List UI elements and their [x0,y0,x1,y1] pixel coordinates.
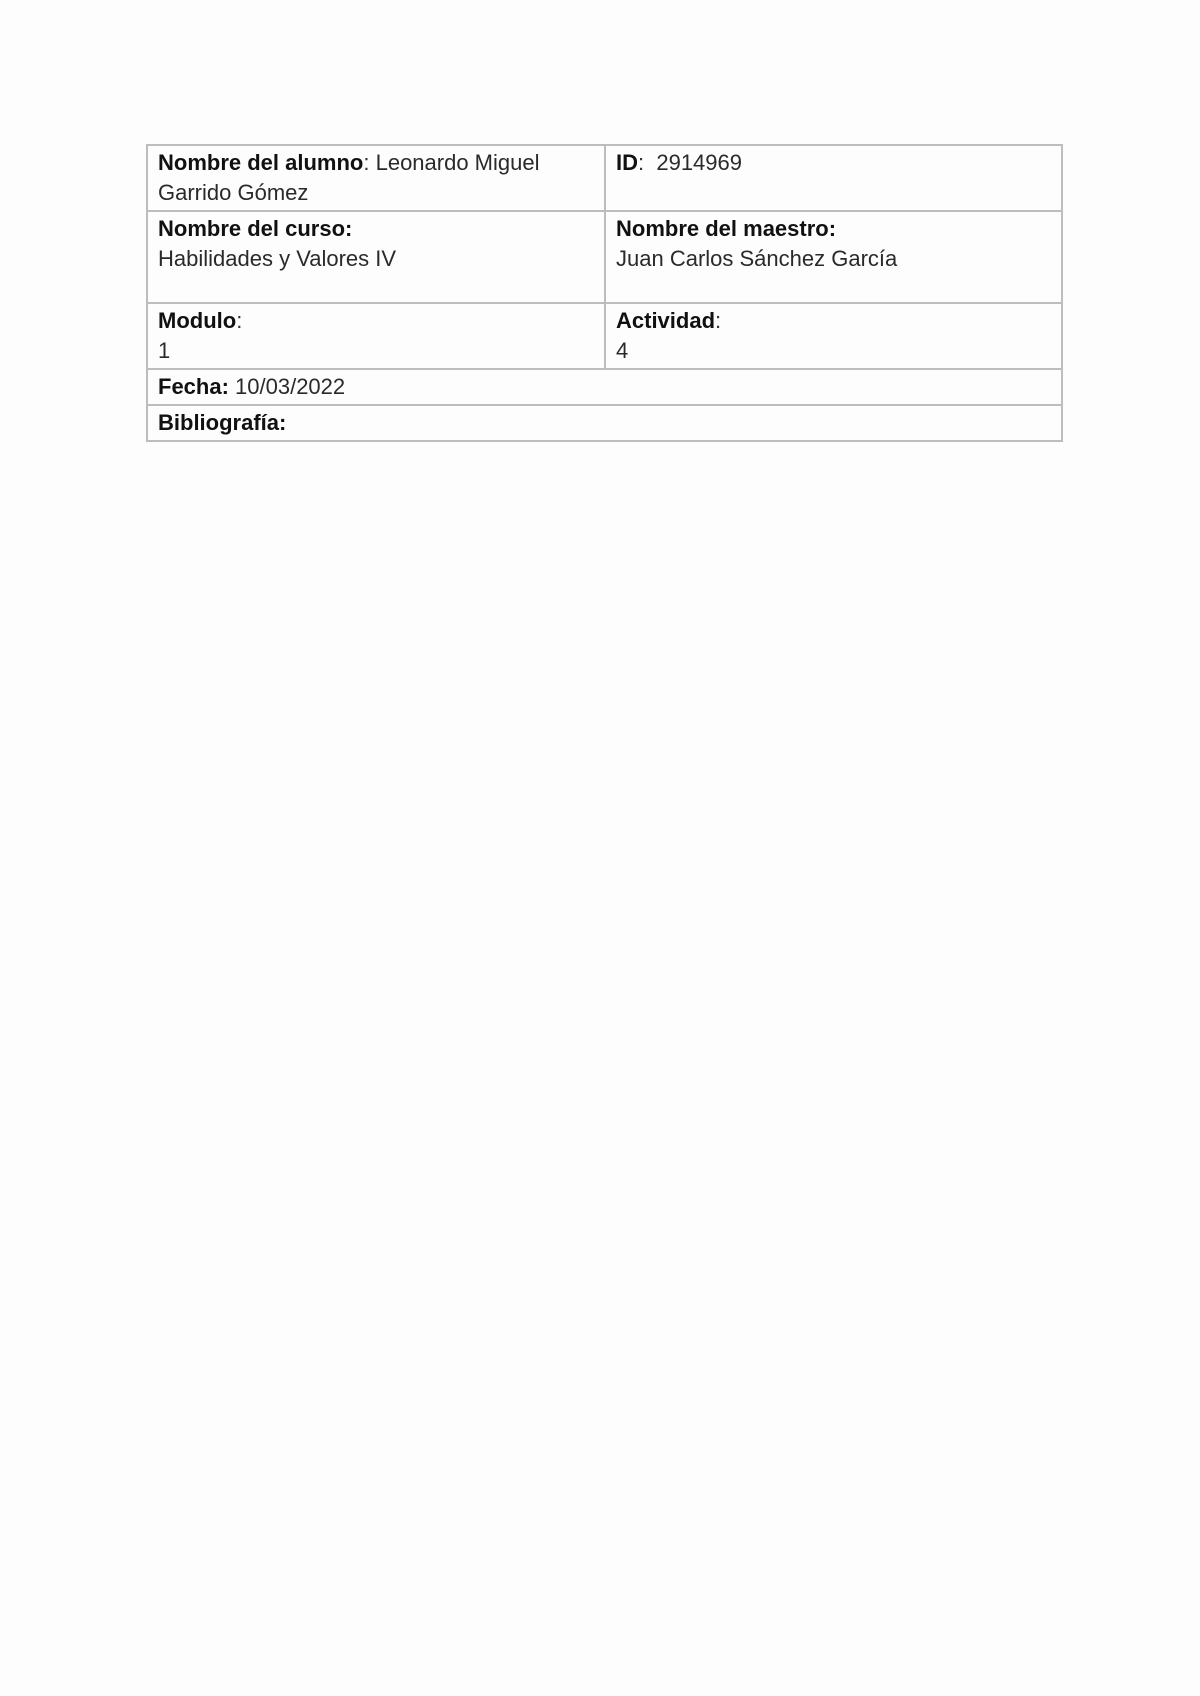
date-cell [147,369,1062,405]
activity-cell [605,303,1062,369]
teacher-name-value: Juan Carlos Sánchez García [616,246,898,271]
student-info-table [146,144,1063,442]
table-row [147,405,1062,441]
module-separator: : [236,308,243,333]
teacher-name-label: Nombre del maestro: [616,216,837,241]
module-value: 1 [158,338,171,363]
student-id-separator: : [638,150,657,175]
activity-separator: : [715,308,722,333]
table-row [147,211,1062,303]
student-id-value: 2914969 [656,150,742,175]
course-name-label: Nombre del curso: [158,216,353,241]
table-row [147,145,1062,211]
module-cell [147,303,605,369]
student-id-label: ID [616,150,638,175]
course-name-value: Habilidades y Valores IV [158,246,397,271]
course-name-cell [147,211,605,303]
bibliography-cell [147,405,1062,441]
date-label: Fecha: [158,374,229,399]
date-value: 10/03/2022 [228,374,346,399]
module-label: Modulo [158,308,237,333]
student-name-cell [147,145,605,211]
student-name-separator: : [363,150,376,175]
activity-value: 4 [616,338,629,363]
student-id-cell [605,145,1062,211]
table-row [147,303,1062,369]
teacher-name-cell [605,211,1062,303]
student-name-value: Leonardo Miguel Garrido Gómez [158,150,540,205]
table-row [147,369,1062,405]
activity-label: Actividad [616,308,716,333]
bibliography-label: Bibliografía: [158,410,287,435]
student-name-label: Nombre del alumno [158,150,364,175]
